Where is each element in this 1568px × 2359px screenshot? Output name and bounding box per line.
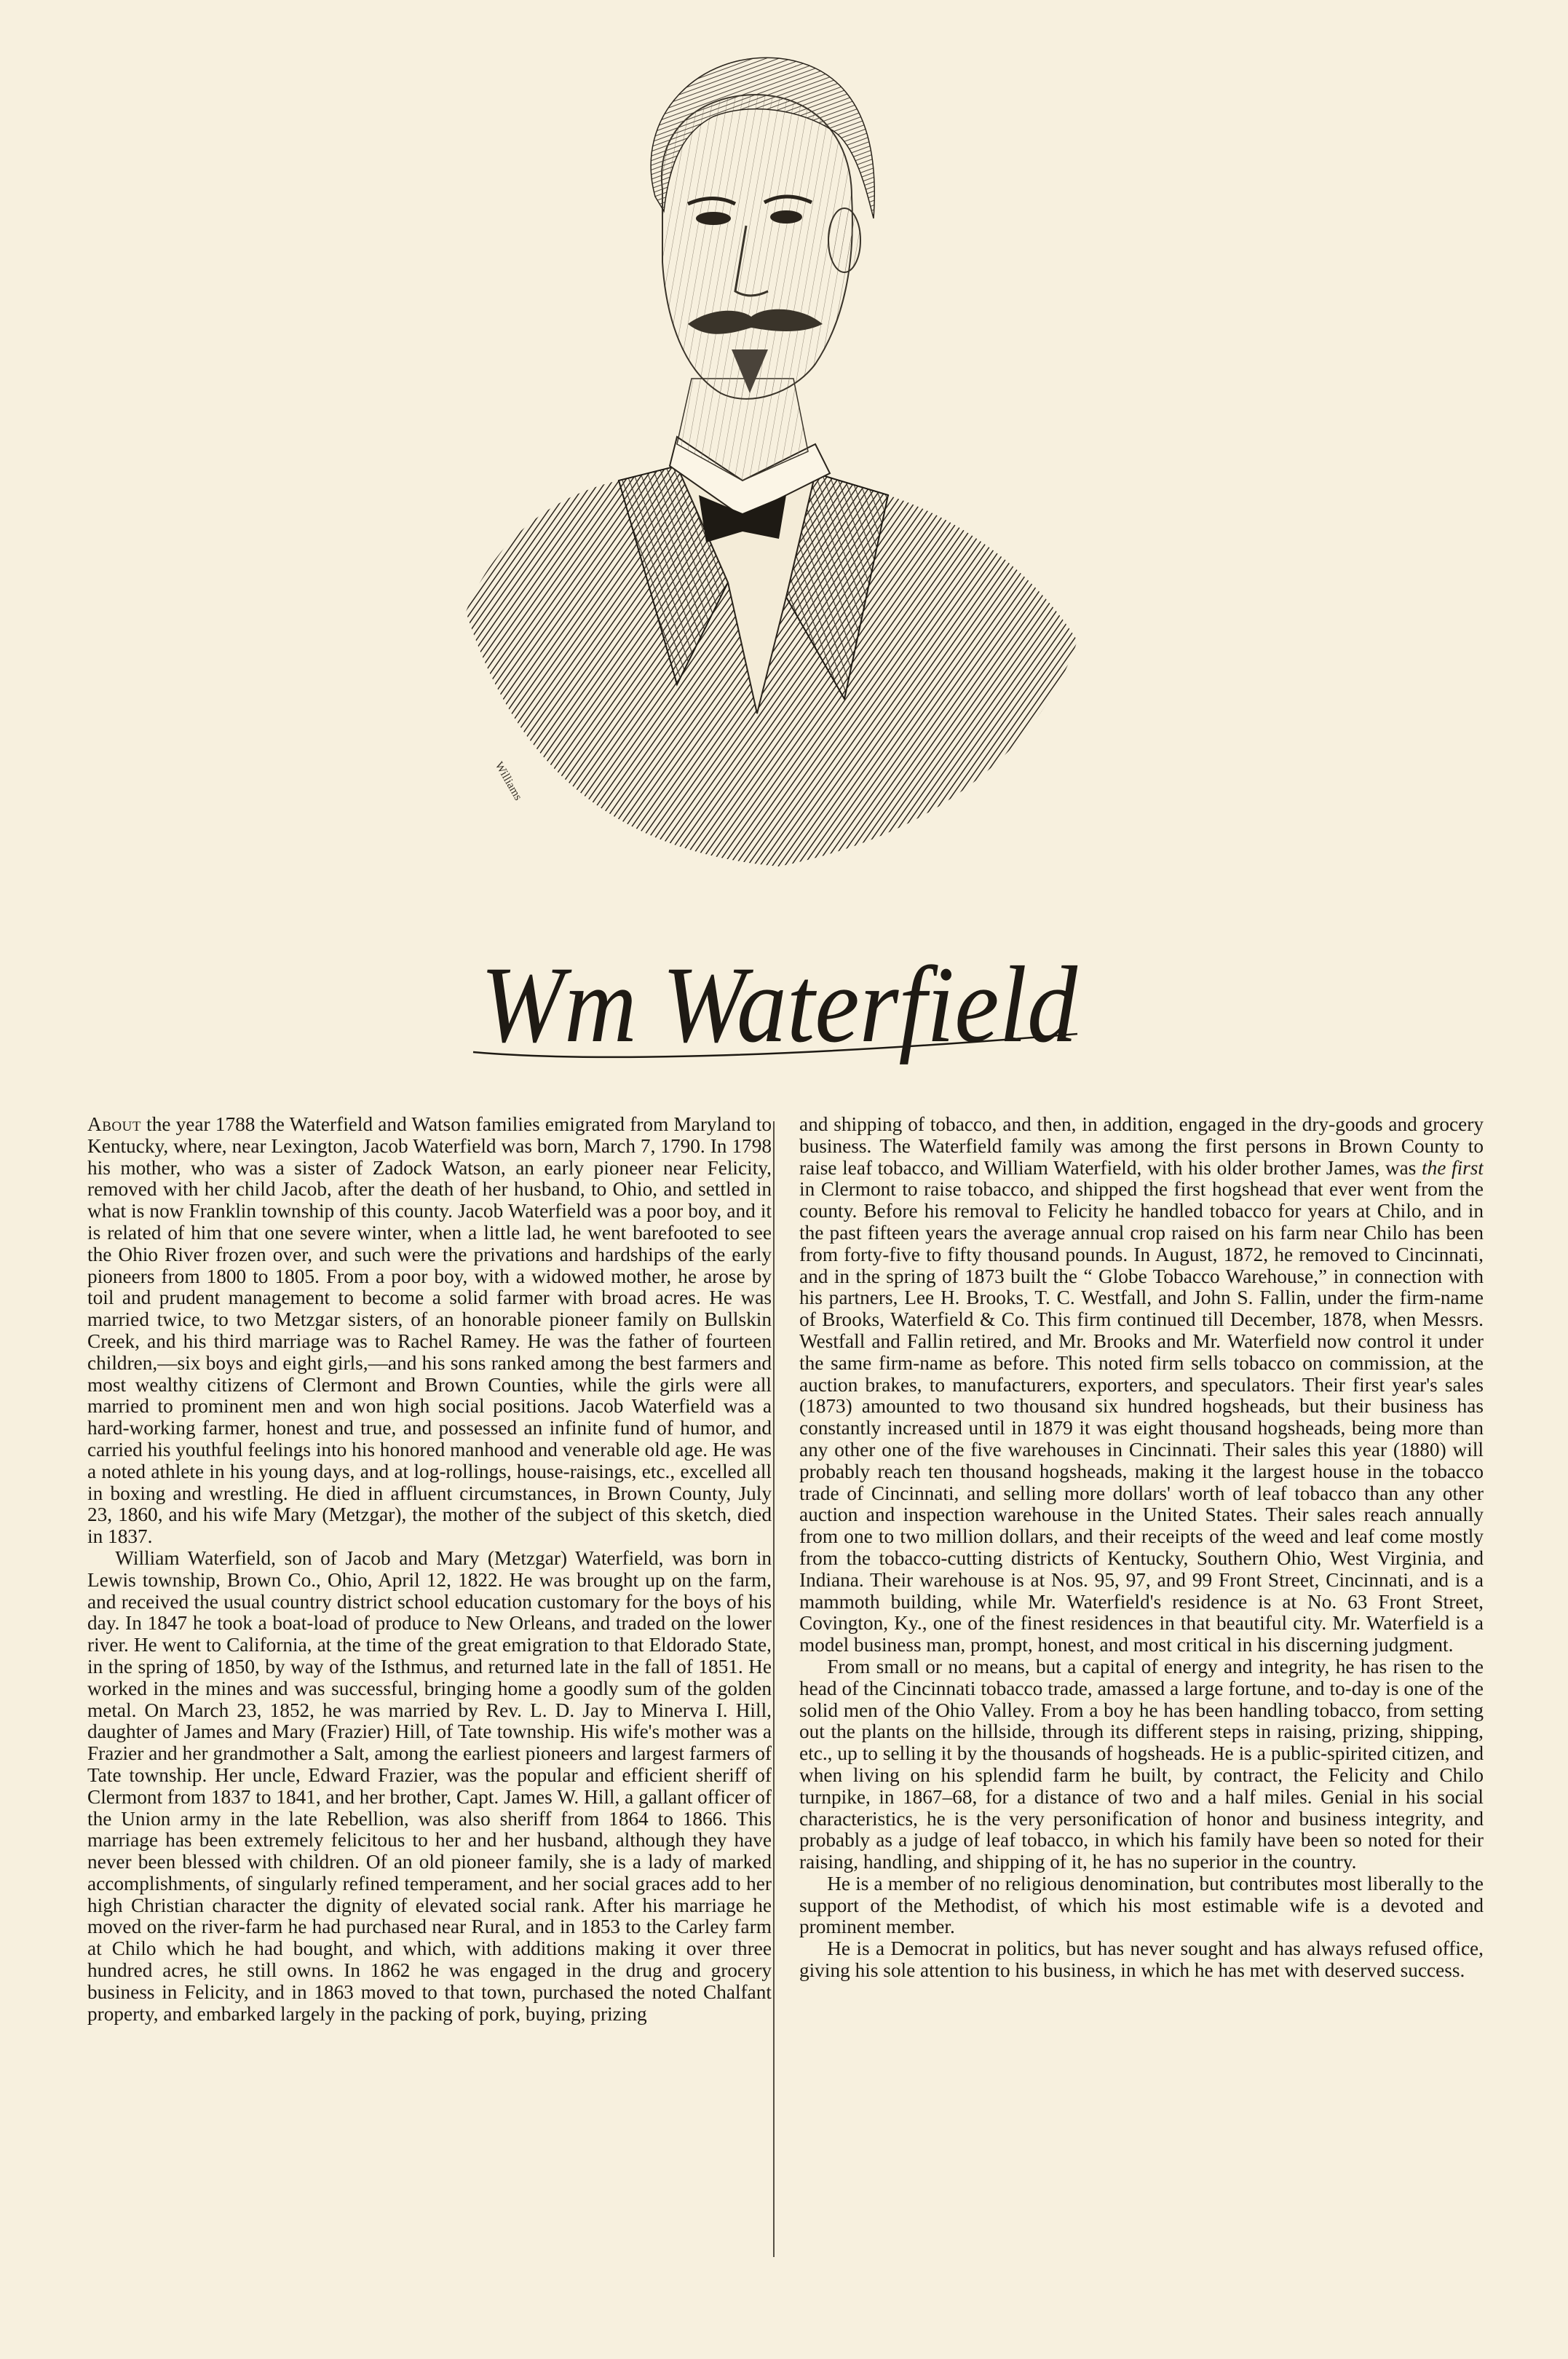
- artist-mark: Williams: [492, 759, 525, 803]
- right-column: [799, 1114, 1484, 2308]
- right-paragraph-1-b: in Clermont to raise tobacco, and shipped the first hogshead that ever went from the county. Before his removal to Felicity he handled tobacco for years at Chilo, and in the past fifteen years the average annual crop raised on his farm near Chilo has been from forty-five to fifty thousand pounds. In August, 1872, he removed to Cincinnati, and in the spring of 1873 built the “ Globe Tobacco Warehouse,” in connection with his partners, Lee H. Brooks, T. C. Westfall, and John S. Fallin, under the firm-name of Brooks, Waterfield & Co. This firm continued till December, 1878, when Messrs. Westfall and Fallin retired, and Mr. Brooks and Mr. Waterfield now control it under the same firm-name as before. This noted firm sells tobacco on commission, at the auction brakes, to manufacturers, exporters, and speculators. Their first year's sales (1873) amounted to two thousand six hundred hogsheads, but their business has constantly increased until in 1879 it was eight thousand hogsheads, being more than any other one of the five warehouses in Cincinnati. Their sales this year (1880) will probably reach ten thousand hogsheads, making it the largest house in the tobacco trade of Cincinnati, and selling more dollars' worth of leaf tobacco than any other auction and inspection warehouse in the United States. Their sales reach annually from one to two million dollars, and their receipts of the weed and leaf come mostly from the tobacco-cutting districts of Kentucky, Southern Ohio, West Virginia, and Indiana. Their warehouse is at Nos. 95, 97, and 99 Front Street, Cincinnati, and is a mammoth building, while Mr. Waterfield's residence is at No. 63 Front Street, Covington, Ky., one of the finest residences in that beautiful city. Mr. Waterfield is a model business man, prompt, honest, and most critical in his discerning judgment.: [799, 1178, 1484, 1656]
- left-paragraph-1: [87, 1114, 772, 1548]
- column-divider: [773, 1121, 775, 2257]
- right-paragraph-4: He is a Democrat in politics, but has never sought and has always refused office, giving his sole attention to his business, in which he has met with deserved success.: [799, 1937, 1484, 1982]
- portrait-engraving: [437, 29, 1106, 903]
- left-paragraph-1-text: the year 1788 the Waterfield and Watson families emigrated from Maryland to Kentucky, where, near Lexington, Jacob Waterfield was born, March 7, 1790. In 1798 his mother, who was a sister of Zadock Watson, an early pioneer near Felicity, removed with her child Jacob, after the death of her husband, to Ohio, and settled in what is now Franklin township of this county. Jacob Waterfield was a poor boy, and it is related of him that one severe winter, when a little lad, he went barefooted to see the Ohio River frozen over, and such were the privations and hardships of the early pioneers from 1800 to 1805. From a poor boy, with a widowed mother, he arose by toil and prudent management to become a solid farmer with broad acres. He was married twice, to two Metzgar sisters, of an honorable pioneer family on Bullskin Creek, and his third marriage was to Rachel Ramey. He was the father of fourteen children,—six boys and eight girls,—and his sons ranked among the best farmers and most wealthy citizens of Clermont and Brown Counties, while the girls were all married to prominent men and won high social positions. Jacob Waterfield was a hard-working farmer, honest and true, and possessed an infinite fund of humor, and carried his youthful feelings into his honored manhood and venerable old age. He was a noted athlete in his young days, and at log-rollings, house-raisings, etc., excelled all in boxing and wrestling. He died in affluent circumstances, in Brown County, July 23, 1860, and his wife Mary (Metzgar), the mother of the subject of this sketch, died in 1837.: [87, 1114, 772, 1548]
- right-paragraph-2: From small or no means, but a capital of energy and integrity, he has risen to the head of the Cincinnati tobacco trade, amassed a large fortune, and to-day is one of the solid men of the Ohio Valley. From a boy he has been handling tobacco, from setting out the plants on the hillside, through its different steps in raising, prizing, shipping, etc., up to selling it by the thousands of hogsheads. He is a public-spirited citizen, and when living on his splendid farm he built, by contract, the Felicity and Chilo turnpike, in 1867–68, for a distance of two and a half miles. Genial in his social characteristics, he is the very personification of honor and business integrity, and probably as a judge of leaf tobacco, in which his family have been so noted for their raising, handling, and shipping of it, he has no superior in the country.: [799, 1655, 1484, 1873]
- emphasis-text: the first: [1422, 1156, 1484, 1179]
- right-paragraph-1: [799, 1114, 1484, 1656]
- left-column: [87, 1114, 772, 2308]
- lead-word: About: [87, 1114, 141, 1135]
- signature-text: Wm Waterfield: [480, 944, 1078, 1065]
- right-paragraph-3: He is a member of no religious denomination, but contributes most liberally to the support of the Methodist, of which his most estimable wife is a devoted and prominent member.: [799, 1872, 1484, 1938]
- signature: [451, 925, 1106, 1107]
- left-paragraph-2: William Waterfield, son of Jacob and Mary (Metzgar) Waterfield, was born in Lewis township, Brown Co., Ohio, April 12, 1822. He was brought up on the farm, and received the usual country district school education customary for the boys of his day. In 1847 he took a boat-load of produce to New Orleans, and traded on the lower river. He went to California, at the time of the great emigration to that Eldorado State, in the spring of 1850, by way of the Isthmus, and returned late in the fall of 1851. He worked in the mines and was successful, bringing home a goodly sum of the golden metal. On March 23, 1852, he was married by Rev. L. D. Jay to Minerva I. Hill, daughter of James and Mary (Frazier) Hill, of Tate township. His wife's mother was a Frazier and her grandmother a Salt, among the earliest pioneers and largest farmers of Tate township. Her uncle, Edward Frazier, was the popular and efficient sheriff of Clermont from 1837 to 1841, and her brother, Capt. James W. Hill, a gallant officer of the Union army in the late Rebellion, was also sheriff from 1864 to 1866. This marriage has been extremely felicitous to her and her husband, although they have never been blessed with children. Of an old pioneer family, she is a lady of marked accomplishments, of singularly refined temperament, and her social graces add to her high Christian character the dignity of elevated social rank. After his marriage he moved on the river-farm he had purchased near Rural, and in 1853 to the Carley farm at Chilo which he had bought, and which, with additions making it over three hundred acres, he still owns. In 1862 he was engaged in the drug and grocery business in Felicity, and in 1863 moved to that town, purchased the noted Chalfant property, and embarked largely in the packing of pork, buying, prizing: [87, 1546, 772, 2025]
- right-paragraph-1-a: and shipping of tobacco, and then, in addition, engaged in the dry-goods and grocery business. The Waterfield family was among the first persons in Brown County to raise leaf tobacco, and William Waterfield, with his older brother James, was: [799, 1114, 1484, 1179]
